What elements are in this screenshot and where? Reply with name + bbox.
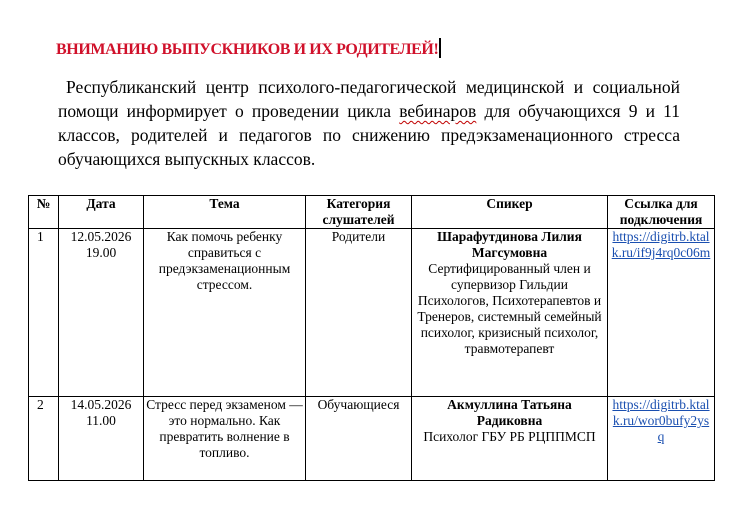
header-topic: Тема (144, 196, 306, 229)
row-datetime (59, 397, 144, 481)
row-topic: Стресс перед экзаменом — это нормально. Как превратить волнение в топливо. (144, 397, 306, 481)
header-category: Категория слушателей (306, 196, 412, 229)
table-row (29, 397, 715, 481)
intro-text-part2: для обучающихся 9 и 11 классов, родителей и педагогов по снижению предэкзаменационного стресса обучающихся выпускных классов. (58, 101, 681, 169)
table-row (29, 229, 715, 397)
row-category: Родители (306, 229, 412, 397)
row-link-cell (608, 229, 715, 397)
row-category: Обучающиеся (306, 397, 412, 481)
text-cursor (439, 38, 441, 58)
webinar-link[interactable]: https://digitrb.ktalk.ru/if9j4rq0c06m (611, 229, 711, 260)
heading-text: ВНИМАНИЮ ВЫПУСКНИКОВ И ИХ РОДИТЕЛЕЙ! (56, 41, 439, 58)
speaker-name: Шарафутдинова Лилия Магсумовна (437, 229, 582, 260)
row-speaker (412, 397, 608, 481)
row-topic: Как помочь ребенку справиться с предэкзаменационным стрессом. (144, 229, 306, 397)
row-date: 14.05.2026 (70, 397, 132, 412)
header-date: Дата (59, 196, 144, 229)
row-speaker (412, 229, 608, 397)
document-heading (56, 38, 441, 59)
intro-paragraph (58, 75, 680, 171)
header-speaker: Спикер (412, 196, 608, 229)
intro-highlight-word: вебинаров (399, 101, 477, 121)
header-link: Ссылка для подключения (608, 196, 715, 229)
row-num: 2 (29, 397, 59, 481)
row-time: 11.00 (86, 413, 116, 428)
webinar-table (28, 195, 715, 481)
speaker-info: Сертифицированный член и супервизор Гильдии Психологов, Психотерапевтов и Тренеров, системный семейный психолог, кризисный психолог, травмотерапевт (417, 261, 602, 356)
row-link-cell (608, 397, 715, 481)
row-date: 12.05.2026 (70, 229, 132, 244)
row-time: 19.00 (85, 245, 117, 260)
table-header-row (29, 196, 715, 229)
speaker-name: Акмуллина Татьяна Радиковна (447, 397, 572, 428)
header-num: № (29, 196, 59, 229)
row-datetime (59, 229, 144, 397)
speaker-info: Психолог ГБУ РБ РЦППМСП (423, 429, 596, 444)
row-num: 1 (29, 229, 59, 397)
intro-text-part1: Республиканский центр психолого-педагогической медицинской и социальной помощи информирует о проведении цикла (58, 77, 680, 121)
webinar-link[interactable]: https://digitrb.ktalk.ru/wor0bufy2ysq (612, 397, 710, 444)
